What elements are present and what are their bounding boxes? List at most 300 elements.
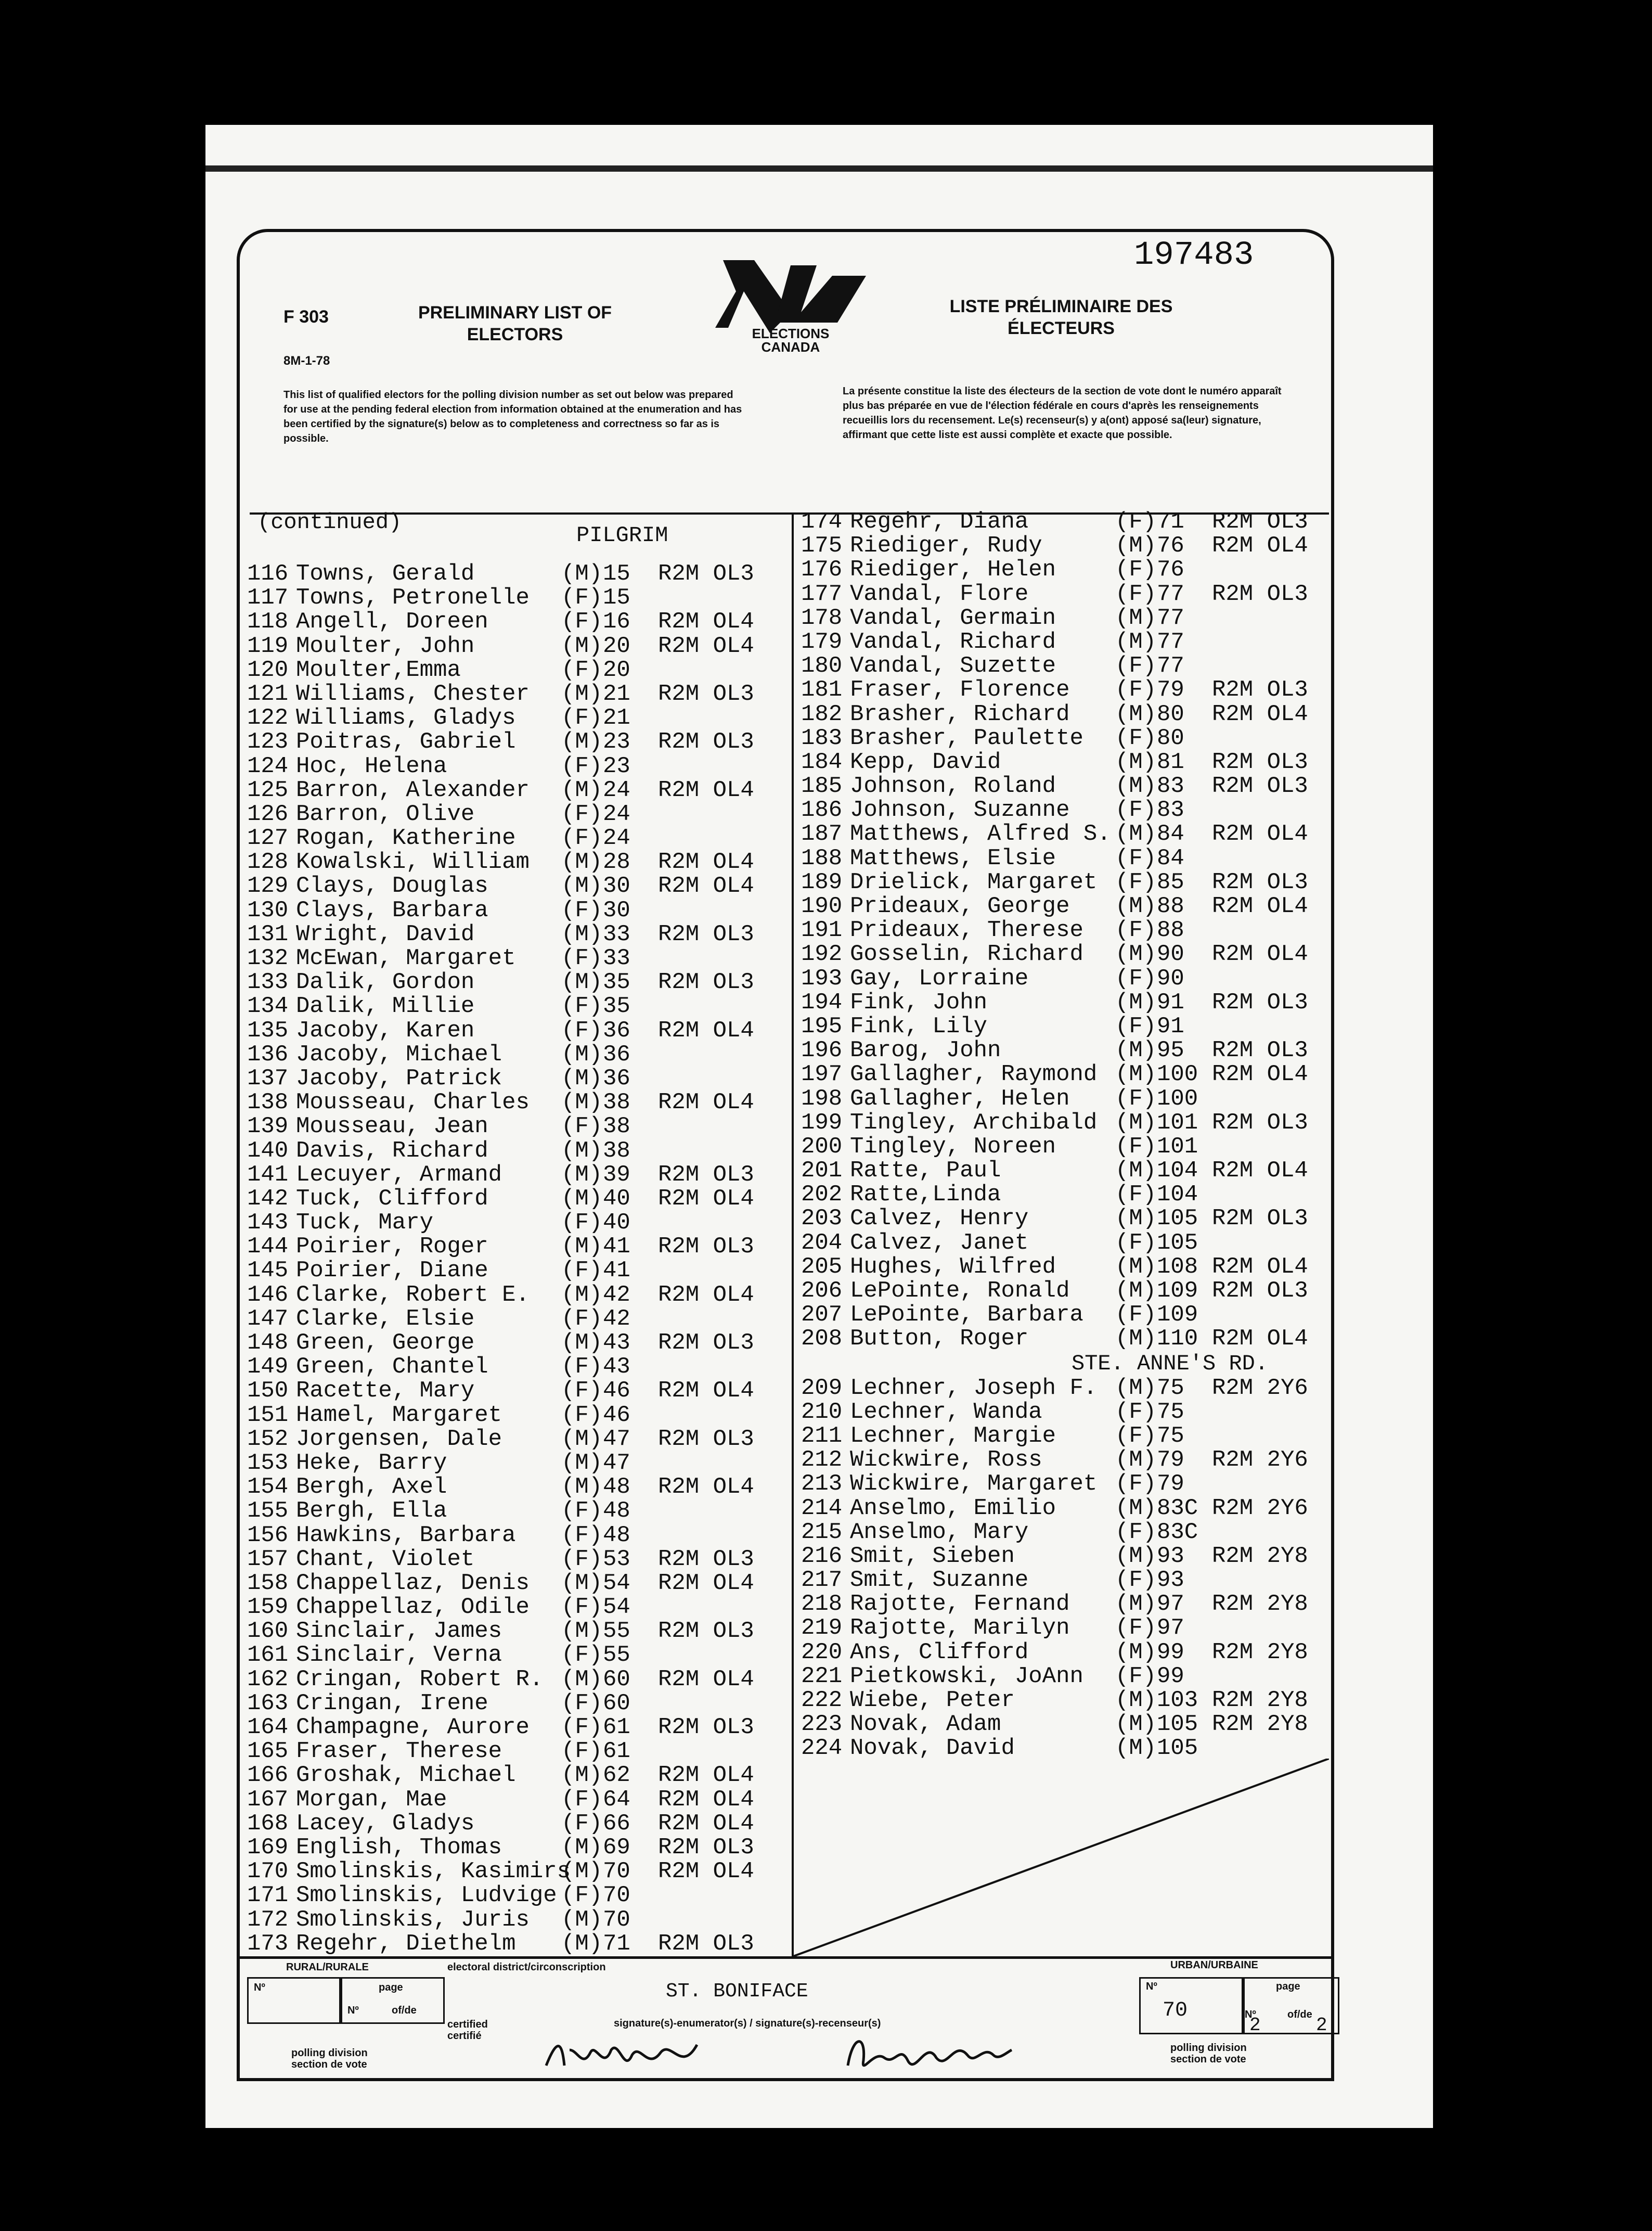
postal-code: R2M OL3	[1212, 989, 1308, 1016]
elector-name: LePointe, Ronald	[850, 1278, 1070, 1304]
elector-name: Fink, John	[850, 989, 988, 1016]
elector-number: 204	[801, 1229, 843, 1256]
elector-name: Matthews, Alfred S.	[850, 821, 1111, 848]
elector-number: 156	[247, 1522, 289, 1548]
elector-sex: (M)	[561, 1618, 603, 1645]
elector-list-left	[247, 562, 754, 1956]
elector-number: 200	[801, 1133, 843, 1160]
postal-code: R2M OL4	[1212, 1061, 1308, 1088]
elector-name: Jacoby, Michael	[296, 1041, 502, 1068]
elector-number: 164	[247, 1714, 289, 1740]
title-french: LISTE PRÉLIMINAIRE DES ÉLECTEURS	[949, 297, 1173, 338]
postal-code: R2M OL3	[658, 1161, 754, 1188]
elector-number: 148	[247, 1330, 289, 1356]
elector-row	[801, 967, 1308, 991]
elector-sex: (F)	[561, 1882, 603, 1909]
elector-number: 160	[247, 1618, 289, 1645]
elector-row	[801, 534, 1308, 558]
postal-code: R2M OL4	[658, 1762, 754, 1789]
elector-sex: (F)	[561, 609, 603, 635]
postal-code: R2M OL4	[1212, 1253, 1308, 1280]
elector-row	[247, 1715, 754, 1739]
elector-sex: (M)	[561, 777, 603, 803]
elector-number: 131	[247, 921, 289, 947]
street-number: 105	[1157, 1711, 1198, 1738]
elector-list-pilgrim	[801, 510, 1308, 1351]
elector-name: Davis, Richard	[296, 1137, 488, 1164]
elector-row	[247, 634, 754, 658]
elector-number: 188	[801, 845, 843, 871]
street-number: 69	[603, 1834, 630, 1861]
street-number: 105	[1157, 1229, 1198, 1256]
elector-name: Novak, David	[850, 1735, 1015, 1762]
elector-number: 145	[247, 1258, 289, 1284]
postal-code: R2M OL4	[1212, 1326, 1308, 1352]
elector-sex: (M)	[561, 1930, 603, 1957]
postal-code: R2M 2Y8	[1212, 1639, 1308, 1665]
street-number: 77	[1157, 581, 1184, 607]
street-number: 104	[1157, 1182, 1198, 1208]
street-number: 79	[1157, 677, 1184, 703]
elector-name: Groshak, Michael	[296, 1762, 516, 1789]
street-number: 36	[603, 1017, 630, 1044]
elector-sex: (F)	[1115, 1422, 1157, 1449]
elector-name: Rajotte, Marilyn	[850, 1615, 1070, 1642]
elector-name: Riediger, Helen	[850, 557, 1056, 583]
elector-number: 202	[801, 1182, 843, 1208]
elector-number: 151	[247, 1402, 289, 1428]
postal-code: R2M OL4	[658, 1378, 754, 1404]
street-number: 75	[1157, 1422, 1184, 1449]
street-number: 24	[603, 801, 630, 827]
street-number: 15	[603, 585, 630, 611]
elector-number: 189	[801, 869, 843, 895]
elector-number: 144	[247, 1234, 289, 1260]
elector-row	[247, 1643, 754, 1667]
street-number: 66	[603, 1810, 630, 1837]
elector-number: 116	[247, 561, 289, 587]
elector-number: 129	[247, 873, 289, 900]
elector-row	[247, 1307, 754, 1331]
elector-sex: (F)	[561, 1786, 603, 1813]
elector-sex: (M)	[1115, 1543, 1157, 1569]
elector-row	[801, 1183, 1308, 1207]
elector-name: Tingley, Archibald	[850, 1109, 1098, 1136]
elector-name: Towns, Petronelle	[296, 585, 530, 611]
elector-name: Clays, Barbara	[296, 897, 488, 924]
enumerator-signature-2	[843, 2029, 1014, 2081]
elector-row	[801, 1448, 1308, 1472]
postal-code: R2M OL4	[658, 777, 754, 803]
elector-row	[247, 826, 754, 850]
elector-row	[247, 1883, 754, 1907]
elector-row	[247, 922, 754, 946]
elector-row	[801, 1616, 1308, 1640]
elector-sex: (M)	[561, 1474, 603, 1501]
elector-name: Racette, Mary	[296, 1378, 475, 1404]
elector-name: Green, Chantel	[296, 1354, 488, 1380]
elector-sex: (M)	[561, 1762, 603, 1789]
street-number: 54	[603, 1594, 630, 1621]
street-number: 15	[603, 561, 630, 587]
street-number: 40	[603, 1185, 630, 1212]
elector-row	[801, 894, 1308, 918]
elector-sex: (M)	[561, 1450, 603, 1476]
elector-row	[247, 1619, 754, 1643]
postal-code: R2M OL3	[658, 1426, 754, 1452]
elector-name: Sinclair, James	[296, 1618, 502, 1645]
elector-name: Prideaux, George	[850, 893, 1070, 919]
elector-row	[801, 582, 1308, 606]
elector-number: 210	[801, 1399, 843, 1425]
elector-sex: (M)	[1115, 893, 1157, 919]
urban-page-box: page Nº of/de	[1243, 1977, 1339, 2034]
elector-row	[247, 874, 754, 898]
elector-name: Matthews, Elsie	[850, 845, 1056, 871]
elector-row	[247, 610, 754, 634]
elector-number: 154	[247, 1474, 289, 1501]
elector-row	[247, 1788, 754, 1812]
elector-name: Anselmo, Emilio	[850, 1495, 1056, 1521]
elector-sex: (F)	[1115, 1085, 1157, 1112]
elector-sex: (M)	[1115, 1037, 1157, 1064]
elector-sex: (M)	[561, 849, 603, 876]
elector-row	[801, 1062, 1308, 1086]
street-number: 38	[603, 1089, 630, 1116]
elector-row	[801, 1424, 1308, 1448]
elector-number: 146	[247, 1281, 289, 1308]
elector-number: 174	[801, 509, 843, 535]
street-number: 48	[603, 1474, 630, 1501]
elector-row	[801, 870, 1308, 894]
elector-name: Johnson, Roland	[850, 773, 1056, 800]
postal-code: R2M OL3	[658, 1330, 754, 1356]
street-number: 60	[603, 1690, 630, 1716]
postal-code: R2M OL3	[1212, 773, 1308, 800]
postal-code: R2M OL3	[658, 561, 754, 587]
elector-row	[247, 802, 754, 826]
elector-number: 224	[801, 1735, 843, 1762]
elector-name: Hamel, Margaret	[296, 1402, 502, 1428]
elector-sex: (F)	[561, 945, 603, 971]
elector-sex: (M)	[1115, 1278, 1157, 1304]
postal-code: R2M 2Y6	[1212, 1495, 1308, 1521]
elector-row	[247, 899, 754, 922]
elector-sex: (F)	[1115, 869, 1157, 895]
elector-number: 206	[801, 1278, 843, 1304]
elector-sex: (M)	[1115, 1253, 1157, 1280]
street-number: 33	[603, 921, 630, 947]
elector-row	[247, 1451, 754, 1475]
elector-row	[247, 706, 754, 730]
page-number: 2	[1249, 2015, 1261, 2036]
elector-name: McEwan, Margaret	[296, 945, 516, 971]
elector-row	[247, 562, 754, 586]
street-number: 101	[1157, 1133, 1198, 1160]
street-number: 42	[603, 1305, 630, 1332]
elector-row	[247, 994, 754, 1018]
street-number: 71	[603, 1930, 630, 1957]
elector-row	[247, 1067, 754, 1091]
elector-name: Pietkowski, JoAnn	[850, 1663, 1083, 1689]
elector-number: 155	[247, 1498, 289, 1524]
elector-sex: (M)	[1115, 701, 1157, 727]
elector-sex: (F)	[1115, 1519, 1157, 1545]
elector-name: Riediger, Rudy	[850, 533, 1042, 559]
elector-name: Calvez, Henry	[850, 1206, 1029, 1232]
elector-row	[801, 822, 1308, 846]
elector-sex: (M)	[561, 729, 603, 755]
elector-name: Gallagher, Raymond	[850, 1061, 1098, 1088]
elector-name: Novak, Adam	[850, 1711, 1001, 1738]
street-number: 61	[603, 1738, 630, 1765]
street-number: 76	[1157, 557, 1184, 583]
elector-number: 120	[247, 657, 289, 683]
elector-sex: (M)	[561, 633, 603, 659]
elector-number: 142	[247, 1185, 289, 1212]
elector-number: 150	[247, 1378, 289, 1404]
elector-sex: (M)	[561, 1906, 603, 1933]
street-number: 85	[1157, 869, 1184, 895]
elector-name: Barron, Olive	[296, 801, 475, 827]
street-number: 53	[603, 1546, 630, 1572]
elector-sex: (F)	[1115, 917, 1157, 944]
elector-row	[247, 970, 754, 994]
elector-number: 121	[247, 681, 289, 707]
elector-number: 163	[247, 1690, 289, 1716]
street-number: 41	[603, 1234, 630, 1260]
postal-code: R2M OL4	[658, 1858, 754, 1885]
street-number: 79	[1157, 1447, 1184, 1473]
electoral-district: ST. BONIFACE	[666, 1980, 808, 2003]
street-heading-pilgrim: PILGRIM	[576, 523, 668, 548]
elector-name: Morgan, Mae	[296, 1786, 447, 1813]
elector-number: 128	[247, 849, 289, 876]
elector-row	[801, 1472, 1308, 1496]
elector-number: 175	[801, 533, 843, 559]
elector-row	[801, 1736, 1308, 1760]
street-number: 20	[603, 633, 630, 659]
street-number: 47	[603, 1450, 630, 1476]
street-number: 93	[1157, 1567, 1184, 1594]
elector-number: 191	[801, 917, 843, 944]
elector-row	[247, 586, 754, 610]
street-number: 108	[1157, 1253, 1198, 1280]
elector-name: Fink, Lily	[850, 1013, 988, 1040]
elector-row	[801, 798, 1308, 822]
elector-number: 158	[247, 1570, 289, 1596]
street-number: 38	[603, 1137, 630, 1164]
street-number: 75	[1157, 1375, 1184, 1401]
elector-number: 208	[801, 1326, 843, 1352]
elector-number: 178	[801, 605, 843, 631]
elector-sex: (M)	[561, 1834, 603, 1861]
street-number: 54	[603, 1570, 630, 1596]
elector-sex: (F)	[561, 1594, 603, 1621]
elector-number: 217	[801, 1567, 843, 1594]
elector-row	[247, 1836, 754, 1860]
postal-code: R2M 2Y8	[1212, 1591, 1308, 1618]
elector-row	[801, 1496, 1308, 1520]
elector-name: Moulter, John	[296, 633, 475, 659]
elector-list-ste-annes	[801, 1376, 1308, 1761]
elector-sex: (M)	[561, 1041, 603, 1068]
street-number: 110	[1157, 1326, 1198, 1352]
elector-name: Prideaux, Therese	[850, 917, 1083, 944]
postal-code: R2M 2Y8	[1212, 1711, 1308, 1738]
elector-row	[801, 1087, 1308, 1111]
elector-sex: (F)	[1115, 965, 1157, 992]
urban-label: URBAN/URBAINE	[1170, 1959, 1258, 1971]
elector-row	[247, 1114, 754, 1138]
elector-row	[801, 1111, 1308, 1135]
street-number: 83	[1157, 797, 1184, 824]
rural-label: RURAL/RURALE	[286, 1961, 369, 1973]
elector-name: Lechner, Joseph F.	[850, 1375, 1098, 1401]
elector-row	[801, 678, 1308, 702]
elector-row	[247, 1355, 754, 1379]
postal-code: R2M 2Y8	[1212, 1687, 1308, 1713]
elector-number: 167	[247, 1786, 289, 1813]
elector-name: Button, Roger	[850, 1326, 1029, 1352]
elector-number: 213	[801, 1471, 843, 1497]
elector-number: 149	[247, 1354, 289, 1380]
elector-sex: (M)	[1115, 1375, 1157, 1401]
elector-name: Smit, Suzanne	[850, 1567, 1029, 1594]
elector-sex: (M)	[1115, 1326, 1157, 1352]
elector-number: 214	[801, 1495, 843, 1521]
elector-name: Clays, Douglas	[296, 873, 488, 900]
elector-row	[247, 1763, 754, 1787]
street-number: 80	[1157, 725, 1184, 751]
elector-number: 117	[247, 585, 289, 611]
street-number: 46	[603, 1378, 630, 1404]
elector-sex: (F)	[1115, 1182, 1157, 1208]
elector-name: Wright, David	[296, 921, 475, 947]
postal-code: R2M OL4	[658, 1666, 754, 1693]
postal-code: R2M OL4	[658, 1570, 754, 1596]
street-number: 61	[603, 1714, 630, 1740]
elector-row	[247, 1595, 754, 1619]
elector-row	[801, 991, 1308, 1015]
elector-sex: (M)	[561, 1065, 603, 1092]
postal-code: R2M OL4	[1212, 821, 1308, 848]
elector-name: Moulter,Emma	[296, 657, 461, 683]
elector-sex: (M)	[1115, 1495, 1157, 1521]
certified-label: certified certifié	[447, 2019, 488, 2042]
postal-code: R2M OL4	[658, 1017, 754, 1044]
street-number: 77	[1157, 629, 1184, 655]
postal-code: R2M OL3	[658, 921, 754, 947]
elector-number: 193	[801, 965, 843, 992]
elector-row	[247, 1091, 754, 1114]
elector-name: Brasher, Richard	[850, 701, 1070, 727]
street-number: 55	[603, 1618, 630, 1645]
elector-number: 166	[247, 1762, 289, 1789]
postal-code: R2M OL3	[1212, 1206, 1308, 1232]
street-number: 43	[603, 1354, 630, 1380]
elector-number: 201	[801, 1158, 843, 1184]
street-number: 16	[603, 609, 630, 635]
postal-code: R2M OL4	[658, 609, 754, 635]
elector-sex: (M)	[1115, 1206, 1157, 1232]
elector-row	[247, 778, 754, 802]
elector-sex: (M)	[1115, 1711, 1157, 1738]
elector-sex: (M)	[561, 921, 603, 947]
elector-number: 138	[247, 1089, 289, 1116]
elector-number: 126	[247, 801, 289, 827]
elector-name: Chappellaz, Odile	[296, 1594, 530, 1621]
postal-code: R2M OL3	[658, 681, 754, 707]
cancel-diagonal-line	[793, 1759, 1329, 1956]
street-number: 77	[1157, 605, 1184, 631]
street-number: 23	[603, 729, 630, 755]
elector-sex: (M)	[1115, 821, 1157, 848]
elector-row	[801, 1038, 1308, 1062]
postal-code: R2M OL3	[658, 729, 754, 755]
elector-number: 161	[247, 1642, 289, 1669]
logo-text: ELECTIONS CANADA	[752, 326, 830, 355]
elector-sex: (M)	[1115, 533, 1157, 559]
district-label: electoral district/circonscription	[447, 1961, 606, 1973]
street-number: 104	[1157, 1158, 1198, 1184]
elector-name: Hawkins, Barbara	[296, 1522, 516, 1548]
postal-code: R2M 2Y8	[1212, 1543, 1308, 1569]
street-number: 88	[1157, 893, 1184, 919]
postal-code: R2M OL4	[658, 633, 754, 659]
elector-sex: (M)	[561, 561, 603, 587]
postal-code: R2M OL3	[658, 1618, 754, 1645]
elector-sex: (M)	[1115, 1447, 1157, 1473]
elector-number: 215	[801, 1519, 843, 1545]
elector-number: 152	[247, 1426, 289, 1452]
street-number: 99	[1157, 1639, 1184, 1665]
elector-number: 162	[247, 1666, 289, 1693]
elector-row	[247, 1283, 754, 1307]
elector-number: 118	[247, 609, 289, 635]
elector-sex: (M)	[1115, 941, 1157, 968]
elector-name: Kowalski, William	[296, 849, 530, 876]
elector-name: Kepp, David	[850, 749, 1001, 775]
elector-sex: (F)	[561, 1690, 603, 1716]
elector-number: 194	[801, 989, 843, 1016]
elector-name: Vandal, Germain	[850, 605, 1056, 631]
elector-name: Gay, Lorraine	[850, 965, 1029, 992]
street-number: 83C	[1157, 1495, 1198, 1521]
street-number: 93	[1157, 1543, 1184, 1569]
street-number: 83	[1157, 773, 1184, 800]
elector-name: Smolinskis, Kasimirs	[296, 1858, 571, 1885]
street-number: 105	[1157, 1206, 1198, 1232]
elector-row	[801, 1135, 1308, 1159]
postal-code: R2M OL4	[658, 1185, 754, 1212]
elector-name: Smit, Sieben	[850, 1543, 1015, 1569]
elector-number: 139	[247, 1113, 289, 1140]
elector-sex: (F)	[561, 1354, 603, 1380]
elector-sex: (M)	[561, 1234, 603, 1260]
elector-sex: (F)	[1115, 845, 1157, 871]
elector-number: 159	[247, 1594, 289, 1621]
street-number: 24	[603, 825, 630, 852]
postal-code: R2M OL4	[658, 1281, 754, 1308]
postal-code: R2M OL3	[658, 1546, 754, 1572]
street-number: 109	[1157, 1302, 1198, 1328]
elector-number: 141	[247, 1161, 289, 1188]
elector-sex: (F)	[1115, 581, 1157, 607]
elector-row	[247, 1331, 754, 1355]
elector-row	[801, 726, 1308, 750]
elector-sex: (F)	[561, 1498, 603, 1524]
